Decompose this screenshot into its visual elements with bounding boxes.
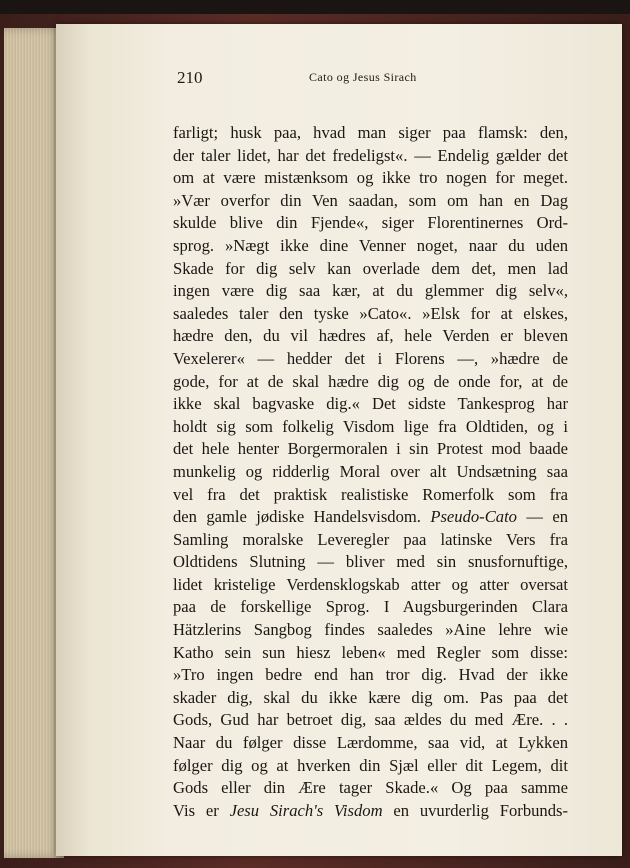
text-line: lidet kristelige Verdensklogskab atter og atter oversat (173, 574, 568, 594)
text-line: Naar du følger disse Lærdomme, saa vid, at Lykken (173, 733, 568, 753)
text-line-with-italic (173, 506, 568, 529)
text-line: der taler lidet, har det fredeligst«. — Endelig gælder det (173, 145, 568, 165)
text-line: saaledes taler den tyske »Cato«. »Elsk for at elskes, (173, 303, 568, 323)
text-line: Gods eller din Ære tager Skade.« Og paa samme (173, 778, 568, 798)
text-line: holdt sig som folkelig Visdom lige fra Oldtiden, og i (173, 416, 568, 436)
text-line: gode, for at de skal hædre dig og de onde for, at de (173, 371, 568, 391)
text-fragment: — en (516, 507, 568, 527)
text-line: Hätzlerins Sangbog findes saaledes »Aine lehre wie (173, 620, 568, 640)
text-line: skader dig, skal du ikke kære dig om. Pas paa det (173, 687, 568, 707)
text-line: hædre den, du vil hædres af, hele Verden er bleven (173, 326, 568, 346)
text-line: ingen være dig saa kær, at du glemmer dig selv«, (173, 281, 568, 301)
text-line: Katho sein sun hiesz leben« med Regler som disse: (173, 642, 568, 662)
text-fragment: Vis er (173, 800, 219, 820)
text-line: Oldtidens Slutning — bliver med sin snusfornuftige, (173, 552, 568, 572)
text-line: paa de forskellige Sprog. I Augsburgerinden Clara (173, 597, 568, 617)
page-edges (4, 28, 64, 858)
page-header (120, 68, 568, 90)
text-line: Gods, Gud har betroet dig, saa ældes du med Ære. . . (173, 710, 568, 730)
running-head: Cato og Jesus Sirach (309, 70, 417, 84)
text-line: ikke skal bagvaske dig.« Det sidste Tankesprog har (173, 394, 568, 414)
text-line: følger dig og at hverken din Sjæl eller dit Legem, dit (173, 755, 568, 775)
text-line: Skade for dig selv kan overlade dem det, men lad (173, 258, 568, 278)
text-fragment: en uvurderlig Forbunds- (382, 800, 568, 820)
text-line: munkelig og ridderlig Moral over alt Undsætning saa (173, 461, 568, 481)
text-line: »Tro ingen bedre end han tror dig. Hvad der ikke (173, 665, 568, 685)
page-number: 210 (177, 68, 203, 87)
text-line: det hele henter Borgermoralen i sin Protest mod baade (173, 439, 568, 459)
italic-title-pseudo-cato: Pseudo-Cato (430, 507, 517, 527)
body-text (173, 122, 568, 822)
text-line: Vexelerer« — hedder det i Florens —, »hædre de (173, 348, 568, 368)
text-line: Samling moralske Leveregler paa latinske Vers fra (173, 529, 568, 549)
italic-title-jesu-sirach: Jesu Sirach's Visdom (229, 800, 383, 820)
text-line: om at være mistænksom og ikke tro nogen for meget. (173, 168, 568, 188)
text-line: sprog. »Nægt ikke dine Venner noget, naar du uden (173, 235, 568, 255)
text-line: skulde blive din Fjende«, siger Florentinernes Ord- (173, 213, 568, 233)
text-line: vel fra det praktisk realistiske Romerfolk som fra (173, 484, 568, 504)
text-line-with-italic (173, 800, 568, 823)
text-fragment: den gamle jødiske Handelsvisdom. (173, 507, 421, 527)
text-line: »Vær overfor din Ven saadan, som om han en Dag (173, 190, 568, 210)
text-line: farligt; husk paa, hvad man siger paa flamsk: den, (173, 123, 568, 142)
